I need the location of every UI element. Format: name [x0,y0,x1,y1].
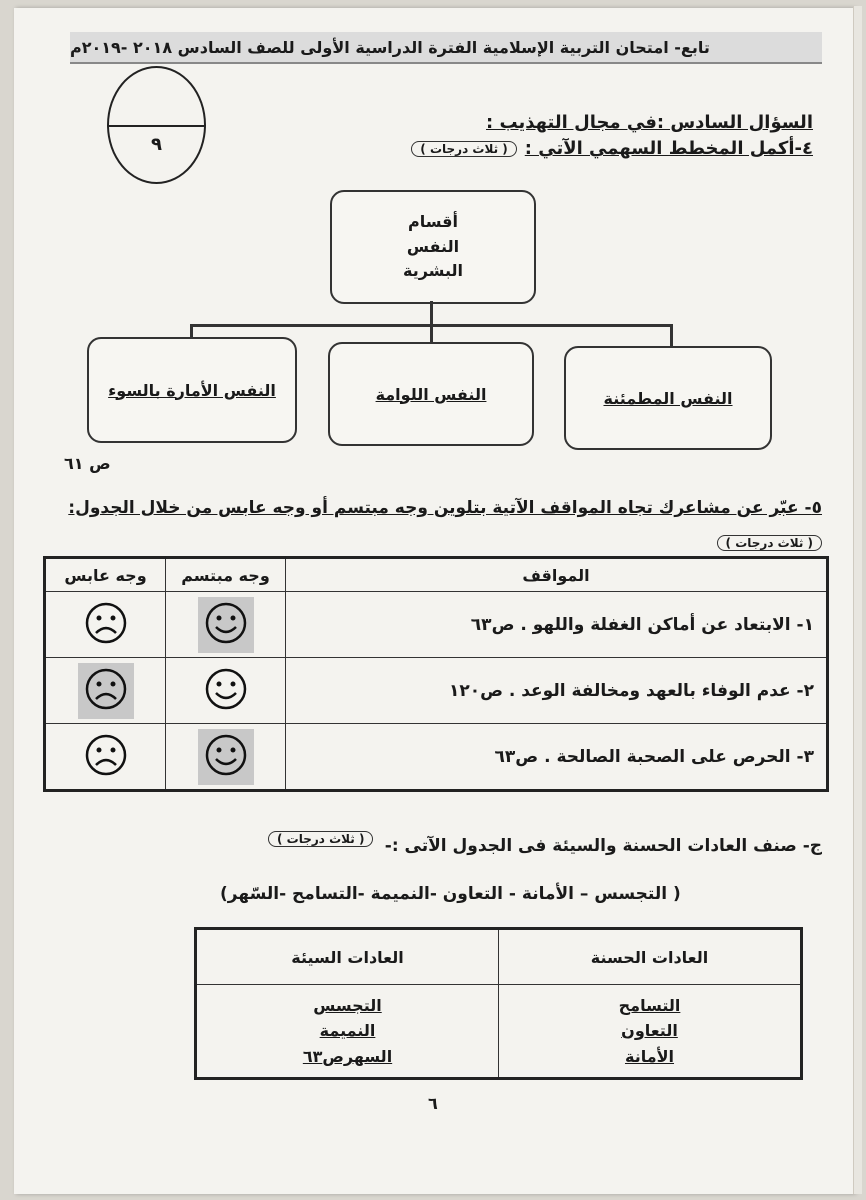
habits-table-header [196,929,802,985]
bad-habit-item: السهرص٦٣ [302,1046,393,1066]
itemC-word-bank: ( التجسس – الأمانة - التعاون -النميمة -التسامح -السّهر) [220,884,681,904]
bad-habit-item: النميمة [319,1021,376,1041]
diagram-child-box-3 [87,337,297,443]
table-row [45,658,828,724]
itemC-marks-wrap [268,828,373,847]
table-row [45,592,828,658]
good-habit-item: التسامح [618,995,681,1015]
item5-marks-wrap [717,532,822,551]
diagram-page-ref: ص ٦١ [64,454,111,473]
frown-cell[interactable] [45,724,166,791]
grade-circle [107,66,206,184]
col-frown: وجه عابس [45,558,166,592]
question6-item4 [411,138,813,159]
root-line-2: النفس [406,236,460,256]
diagram-connector-right [670,324,673,346]
frown-face-icon[interactable] [84,762,128,781]
smile-face-icon[interactable] [198,597,254,653]
item5-marks: ( ثلاث درجات ) [717,535,822,551]
smile-face-icon[interactable] [204,696,248,715]
smile-cell[interactable] [166,592,286,658]
table-row [196,985,802,1079]
child-label-1: النفس المطمئنة [603,388,733,408]
diagram-child-box-2 [328,342,534,446]
diagram-connector-middle [430,324,433,342]
exam-header-title: تابع- امتحان التربية الإسلامية الفترة الدراسية الأولى للصف السادس ٢٠١٨ -٢٠١٩م [70,37,710,57]
good-habit-item: التعاون [621,1021,678,1041]
grade-divider [109,125,204,127]
question6-title: السؤال السادس :في مجال التهذيب : [486,112,813,133]
col-bad-habits: العادات السيئة [196,929,499,985]
col-smile: وجه مبتسم [166,558,286,592]
smile-cell[interactable] [166,724,286,791]
diagram-child-box-1 [564,346,772,450]
frown-face-icon[interactable] [84,630,128,649]
itemC-heading [385,836,822,856]
good-habits-cell[interactable] [499,985,802,1079]
item5-label [68,498,822,518]
item4-label: ٤-أكمل المخطط السهمي الآتي : [524,138,813,159]
feelings-table-header [45,558,828,592]
situation-text: ٢- عدم الوفاء بالعهد ومخالفة الوعد . ص١٢٠ [286,658,828,724]
diagram-root-box [330,190,536,304]
itemC-label: ج- صنف العادات الحسنة والسيئة فى الجدول الآتى :- [384,836,822,856]
smile-face-icon[interactable] [198,729,254,785]
frown-cell[interactable] [45,658,166,724]
smile-cell[interactable] [166,658,286,724]
itemC-marks: ( ثلاث درجات ) [268,831,373,847]
habits-table [194,927,803,1080]
diagram-connector-trunk [430,301,433,325]
feelings-table [43,556,829,792]
situation-text: ١- الابتعاد عن أماكن الغفلة واللهو . ص٦٣ [286,592,828,658]
item5-label-text: ٥- عبّر عن مشاعرك تجاه المواقف الآتية بتلوين وجه مبتسم أو وجه عابس من خلال الجدول: [68,498,822,518]
table-row [45,724,828,791]
root-line-3: البشرية [403,261,463,281]
frown-cell[interactable] [45,592,166,658]
item4-marks: ( ثلاث درجات ) [411,141,516,157]
child-label-2: النفس اللوامة [375,384,487,404]
col-good-habits: العادات الحسنة [499,929,802,985]
col-situations: المواقف [286,558,828,592]
exam-header [70,32,822,64]
bad-habits-cell[interactable] [196,985,499,1079]
frown-face-icon[interactable] [78,663,134,719]
page-number: ٦ [428,1094,438,1113]
bad-habit-item: التجسس [313,995,382,1015]
root-line-1: أقسام [408,211,458,231]
good-habit-item: الأمانة [624,1046,675,1066]
situation-text: ٣- الحرص على الصحبة الصالحة . ص٦٣ [286,724,828,791]
grade-score: ٩ [151,134,162,155]
child-label-3: النفس الأمارة بالسوء [108,380,276,400]
diagram-connector-left [190,324,193,338]
page-stack-edge [853,6,862,1194]
